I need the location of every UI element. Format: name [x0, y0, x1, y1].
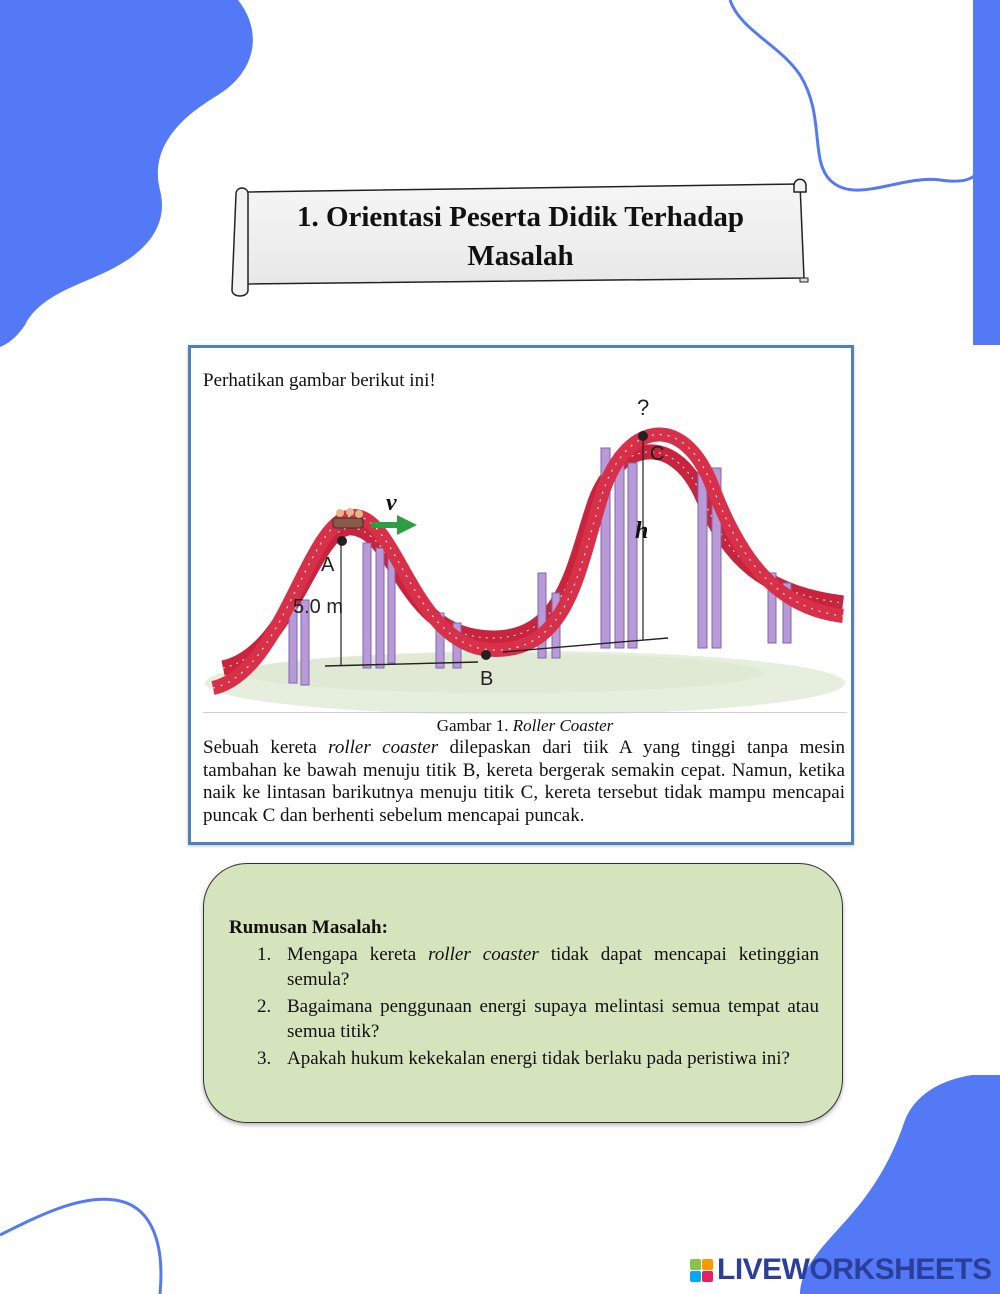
bottom-left-blob-outline — [0, 1199, 161, 1294]
problem-description — [203, 737, 845, 827]
height-c-label: h — [635, 518, 649, 544]
question-item — [249, 942, 819, 992]
question-text: tidak dapat mencapai ketinggian semula? — [287, 944, 819, 990]
coaster-car — [333, 508, 363, 528]
point-c-marker — [638, 431, 648, 441]
question-text: Mengapa kereta — [287, 944, 429, 965]
question-italic: roller coaster — [428, 944, 539, 965]
description-part-1: Sebuah kereta — [203, 737, 329, 758]
point-a-marker — [337, 536, 347, 546]
caption-prefix: Gambar 1. — [436, 716, 509, 735]
figure-caption — [203, 712, 847, 736]
description-part-2: dilepaskan dari tiik A yang tinggi tanpa mesin tambahan ke bawah menuju titik B, kereta bergerak semakin cepat. Namun, ketika naik ke lintasan barikutnya menuju titik C, kereta tersebut tidak mampu mencapai puncak C dan berhenti sebelum mencapai puncak. — [203, 737, 845, 826]
question-number: 3. — [257, 1048, 272, 1069]
question-list — [249, 942, 819, 1073]
question-text: Apakah hukum kekekalan energi tidak berlaku pada peristiwa ini? — [287, 1048, 790, 1069]
logo-text: LIVEWORKSHEETS — [717, 1253, 992, 1286]
question-number: 1. — [257, 944, 272, 965]
description-italic: roller coaster — [328, 737, 439, 758]
formulation-title: Rumusan Masalah: — [229, 917, 388, 938]
roller-coaster-figure — [203, 388, 847, 714]
question-item — [249, 994, 819, 1044]
point-b-label: B — [480, 668, 494, 690]
page-title: 1. Orientasi Peserta Didik Terhadap Masalah — [296, 201, 745, 272]
question-item — [249, 1046, 819, 1071]
point-a-label: A — [321, 554, 335, 576]
right-edge-strip — [973, 0, 1000, 345]
top-left-blob — [0, 0, 253, 347]
liveworksheets-logo[interactable] — [690, 1254, 992, 1286]
point-c-label: C — [650, 443, 665, 465]
caption-name: Roller Coaster — [512, 716, 614, 735]
problem-formulation-box — [203, 863, 843, 1123]
height-a-label: 5.0 m — [293, 596, 344, 618]
logo-mark-icon — [690, 1259, 713, 1282]
intro-text: Perhatikan gambar berikut ini! — [203, 370, 436, 391]
question-mark-label: ? — [637, 395, 650, 420]
title-banner — [228, 172, 810, 298]
question-number: 2. — [257, 996, 272, 1017]
problem-box — [188, 345, 854, 845]
top-right-blob-outline — [730, 0, 975, 190]
question-text: Bagaimana penggunaan energi supaya melintasi semua tempat atau semua titik? — [287, 996, 819, 1042]
velocity-label: v — [386, 490, 397, 516]
point-b-marker — [481, 650, 491, 660]
